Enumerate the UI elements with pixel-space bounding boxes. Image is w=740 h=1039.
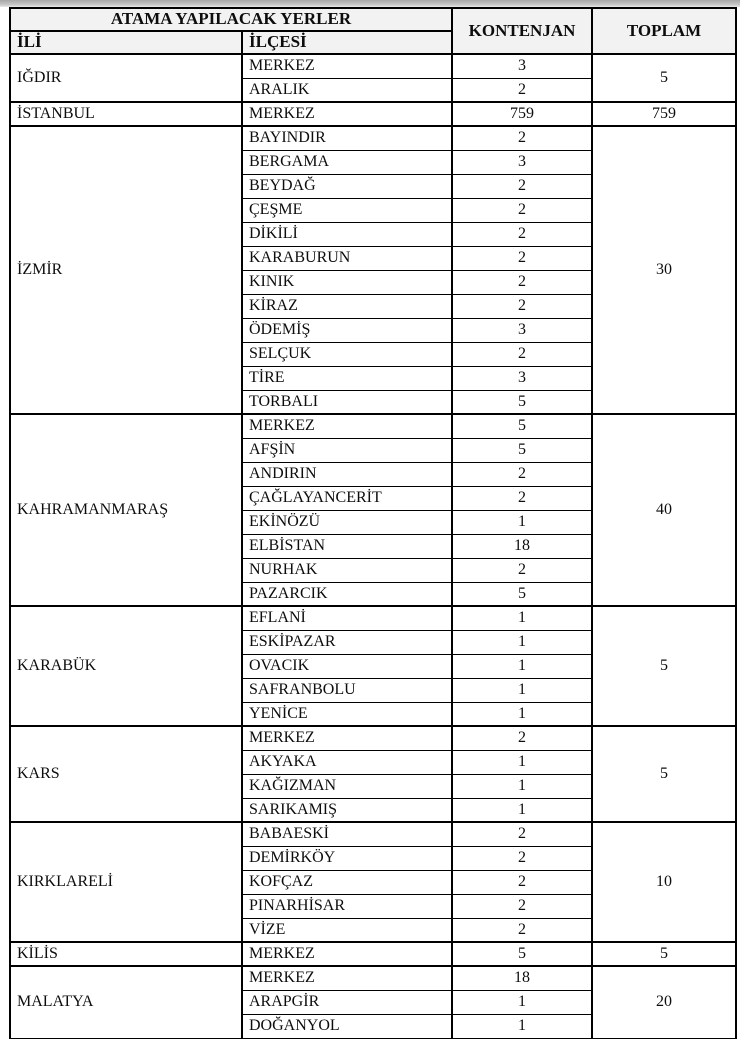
district-cell: SELÇUK [242, 342, 452, 366]
district-cell: PINARHİSAR [242, 894, 452, 918]
quota-cell: 3 [452, 54, 592, 78]
district-cell: KOFÇAZ [242, 870, 452, 894]
district-cell: MERKEZ [242, 414, 452, 438]
total-cell: 5 [592, 606, 736, 726]
quota-cell: 5 [452, 414, 592, 438]
total-cell: 5 [592, 942, 736, 966]
quota-cell: 1 [452, 654, 592, 678]
district-cell: ÖDEMİŞ [242, 318, 452, 342]
district-cell: MERKEZ [242, 54, 452, 78]
district-cell: EFLANİ [242, 606, 452, 630]
quota-cell: 3 [452, 318, 592, 342]
quota-cell: 5 [452, 390, 592, 414]
province-cell: KARS [10, 726, 242, 822]
district-cell: DOĞANYOL [242, 1014, 452, 1038]
province-cell: İSTANBUL [10, 102, 242, 126]
district-cell: YENİCE [242, 702, 452, 726]
quota-cell: 3 [452, 150, 592, 174]
quota-cell: 2 [452, 726, 592, 750]
district-cell: VİZE [242, 918, 452, 942]
total-cell: 5 [592, 54, 736, 102]
total-cell: 759 [592, 102, 736, 126]
quota-cell: 1 [452, 774, 592, 798]
quota-cell: 5 [452, 582, 592, 606]
province-cell: KIRKLARELİ [10, 822, 242, 942]
total-cell: 40 [592, 414, 736, 606]
district-cell: NURHAK [242, 558, 452, 582]
total-cell: 30 [592, 126, 736, 414]
table-row [10, 726, 736, 750]
table-header [10, 8, 736, 54]
quota-cell: 3 [452, 366, 592, 390]
district-cell: MERKEZ [242, 942, 452, 966]
province-cell: KARABÜK [10, 606, 242, 726]
table-row [10, 126, 736, 150]
province-cell: IĞDIR [10, 54, 242, 102]
total-cell: 5 [592, 726, 736, 822]
district-cell: BERGAMA [242, 150, 452, 174]
quota-cell: 759 [452, 102, 592, 126]
total-cell: 10 [592, 822, 736, 942]
district-cell: BABAESKİ [242, 822, 452, 846]
district-cell: AFŞİN [242, 438, 452, 462]
district-cell: EKİNÖZÜ [242, 510, 452, 534]
quota-cell: 1 [452, 990, 592, 1014]
district-cell: DEMİRKÖY [242, 846, 452, 870]
header-row-1 [10, 8, 736, 31]
quota-header: KONTENJAN [452, 8, 592, 54]
assignment-table-wrapper [9, 7, 736, 1039]
quota-cell: 18 [452, 534, 592, 558]
district-cell: KARABURUN [242, 246, 452, 270]
district-cell: DİKİLİ [242, 222, 452, 246]
quota-cell: 5 [452, 942, 592, 966]
table-row [10, 54, 736, 78]
table-title-cell: ATAMA YAPILACAK YERLER [10, 8, 452, 31]
province-header: İLİ [10, 31, 242, 54]
district-cell: MERKEZ [242, 966, 452, 990]
quota-cell: 1 [452, 510, 592, 534]
total-cell: 20 [592, 966, 736, 1038]
total-header: TOPLAM [592, 8, 736, 54]
district-cell: KİRAZ [242, 294, 452, 318]
table-row [10, 606, 736, 630]
quota-cell: 2 [452, 222, 592, 246]
page-top-edge [0, 0, 740, 7]
district-header: İLÇESİ [242, 31, 452, 54]
quota-cell: 1 [452, 702, 592, 726]
district-cell: ÇAĞLAYANCERİT [242, 486, 452, 510]
district-cell: OVACIK [242, 654, 452, 678]
quota-cell: 2 [452, 294, 592, 318]
quota-cell: 2 [452, 198, 592, 222]
district-cell: TORBALI [242, 390, 452, 414]
table-body [10, 54, 736, 1038]
table-row [10, 966, 736, 990]
quota-cell: 1 [452, 630, 592, 654]
quota-cell: 2 [452, 246, 592, 270]
quota-cell: 2 [452, 126, 592, 150]
district-cell: KAĞIZMAN [242, 774, 452, 798]
quota-cell: 2 [452, 822, 592, 846]
table-row [10, 942, 736, 966]
quota-cell: 5 [452, 438, 592, 462]
quota-cell: 2 [452, 462, 592, 486]
quota-cell: 2 [452, 870, 592, 894]
district-cell: ESKİPAZAR [242, 630, 452, 654]
district-cell: ARAPGİR [242, 990, 452, 1014]
quota-cell: 2 [452, 486, 592, 510]
district-cell: ELBİSTAN [242, 534, 452, 558]
province-cell: KAHRAMANMARAŞ [10, 414, 242, 606]
province-cell: İZMİR [10, 126, 242, 414]
table-row [10, 414, 736, 438]
district-cell: PAZARCIK [242, 582, 452, 606]
district-cell: AKYAKA [242, 750, 452, 774]
district-cell: SAFRANBOLU [242, 678, 452, 702]
province-cell: MALATYA [10, 966, 242, 1038]
district-cell: BAYINDIR [242, 126, 452, 150]
quota-cell: 1 [452, 678, 592, 702]
quota-cell: 2 [452, 846, 592, 870]
district-cell: ANDIRIN [242, 462, 452, 486]
quota-cell: 2 [452, 918, 592, 942]
district-cell: TİRE [242, 366, 452, 390]
quota-cell: 2 [452, 78, 592, 102]
district-cell: KINIK [242, 270, 452, 294]
quota-cell: 18 [452, 966, 592, 990]
district-cell: BEYDAĞ [242, 174, 452, 198]
quota-cell: 2 [452, 270, 592, 294]
district-cell: MERKEZ [242, 726, 452, 750]
table-row [10, 102, 736, 126]
district-cell: SARIKAMIŞ [242, 798, 452, 822]
quota-cell: 1 [452, 750, 592, 774]
quota-cell: 2 [452, 174, 592, 198]
quota-cell: 2 [452, 558, 592, 582]
district-cell: ARALIK [242, 78, 452, 102]
quota-cell: 1 [452, 798, 592, 822]
district-cell: MERKEZ [242, 102, 452, 126]
district-cell: ÇEŞME [242, 198, 452, 222]
quota-cell: 1 [452, 1014, 592, 1038]
assignment-table [9, 7, 737, 1039]
quota-cell: 2 [452, 342, 592, 366]
table-row [10, 822, 736, 846]
province-cell: KİLİS [10, 942, 242, 966]
quota-cell: 2 [452, 894, 592, 918]
quota-cell: 1 [452, 606, 592, 630]
